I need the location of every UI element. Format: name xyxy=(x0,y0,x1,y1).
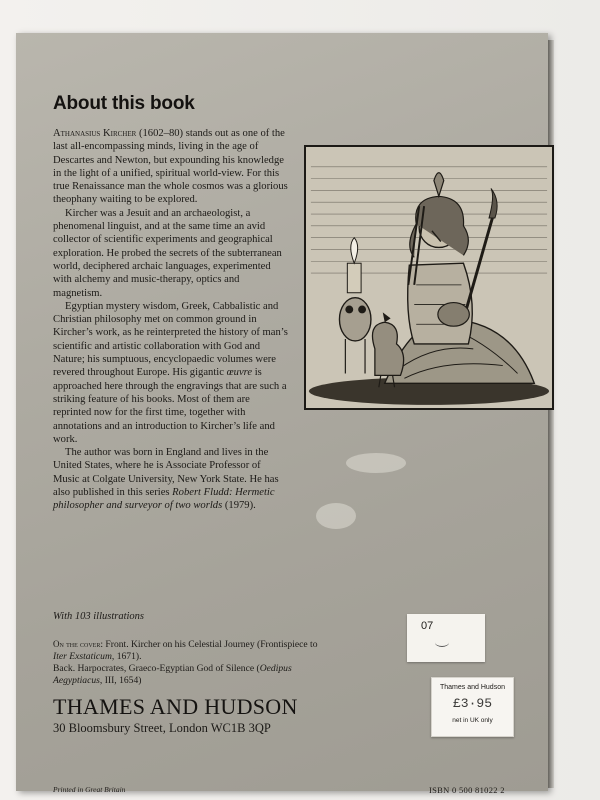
cover-caption-text: , 1671). xyxy=(111,651,142,662)
isbn-number: ISBN 0 500 81022 2 xyxy=(429,785,505,795)
blurb-text xyxy=(53,127,288,513)
cover-caption xyxy=(53,638,333,687)
cover-caption-text: : Front. Kircher on his Celestial Journey (Frontispiece to xyxy=(100,639,318,650)
publisher-name: THAMES AND HUDSON xyxy=(53,694,298,719)
author-name: Athanasius Kircher xyxy=(53,128,137,139)
woodcut-illustration xyxy=(304,145,554,410)
code-sticker xyxy=(407,614,485,662)
paragraph-text: (1979). xyxy=(222,500,256,512)
woodcut-harpocrates-icon xyxy=(306,147,552,408)
cover-scuff xyxy=(346,453,406,473)
price-sticker xyxy=(431,677,514,737)
paragraph-italic: œuvre xyxy=(226,367,253,379)
paragraph-text: (1602–80) stands out as one of the last all-encompassing minds, living in the age of Descartes and Newton, but expounding his knowledge in the light of a unified, spiritual world-view. For this true Renaissance man the whole cosmos was a glorious theophany waiting to be explored. xyxy=(53,128,288,206)
price-sticker-publisher: Thames and Hudson xyxy=(440,684,505,691)
pencil-mark xyxy=(435,638,449,647)
paragraph-text: Egyptian mystery wisdom, Greek, Cabbalistic and Christian philosophy met on common ground in Kircher’s work, as he reinterpreted the history of man’s scientific and artistic collaboration with God and Nature; his sumptuous, encyclopaedic volumes were revered throughout Europe. His gigantic xyxy=(53,300,288,379)
cover-caption-label: On the cover xyxy=(53,639,101,649)
blurb-paragraph xyxy=(53,127,288,207)
cover-caption-text: , III, 1654) xyxy=(99,675,142,686)
printed-notice: Printed in Great Britain xyxy=(53,785,126,794)
paragraph-text: is approached here through the engravings that are such a striking feature of his books. Most of them are reprinted now for the first time, together with annotations and an introduction to Kircher’s life and work. xyxy=(53,367,287,445)
cover-caption-text: Back. Harpocrates, Graeco-Egyptian God of Silence ( xyxy=(53,663,260,674)
publisher-address: 30 Bloomsbury Street, London WC1B 3QP xyxy=(53,721,271,735)
sticker-code: 07 xyxy=(421,620,434,632)
cover-caption-italic: Iter Exstaticum xyxy=(53,651,112,662)
paragraph-text: The author was born in England and lives in the United States, where he is Associate Professor of Music at Colgate University, New York State. He has also published in this series xyxy=(53,447,279,499)
blurb-paragraph xyxy=(53,446,288,512)
blurb-paragraph: Kircher was a Jesuit and an archaeologist, a phenomenal linguist, and at the same time an avid collector of scientific experiments and geographical exploration. He probed the secrets of the subterranean world, deciphered archaic languages, experimented with alchemy and music-therapy, optics and magnetism. xyxy=(53,207,282,299)
cover-caption-italic: Oedipus Aegyptiacus xyxy=(53,663,292,686)
illustrations-count: With 103 illustrations xyxy=(53,611,145,622)
book-title-italic: Robert Fludd: Hermetic philosopher and surveyor of two worlds xyxy=(53,487,275,512)
cover-scuff xyxy=(316,503,356,529)
price-value: £3·95 xyxy=(452,696,492,711)
blurb-paragraph xyxy=(53,300,288,446)
page-title: About this book xyxy=(53,93,195,114)
price-note: net in UK only xyxy=(452,717,493,724)
